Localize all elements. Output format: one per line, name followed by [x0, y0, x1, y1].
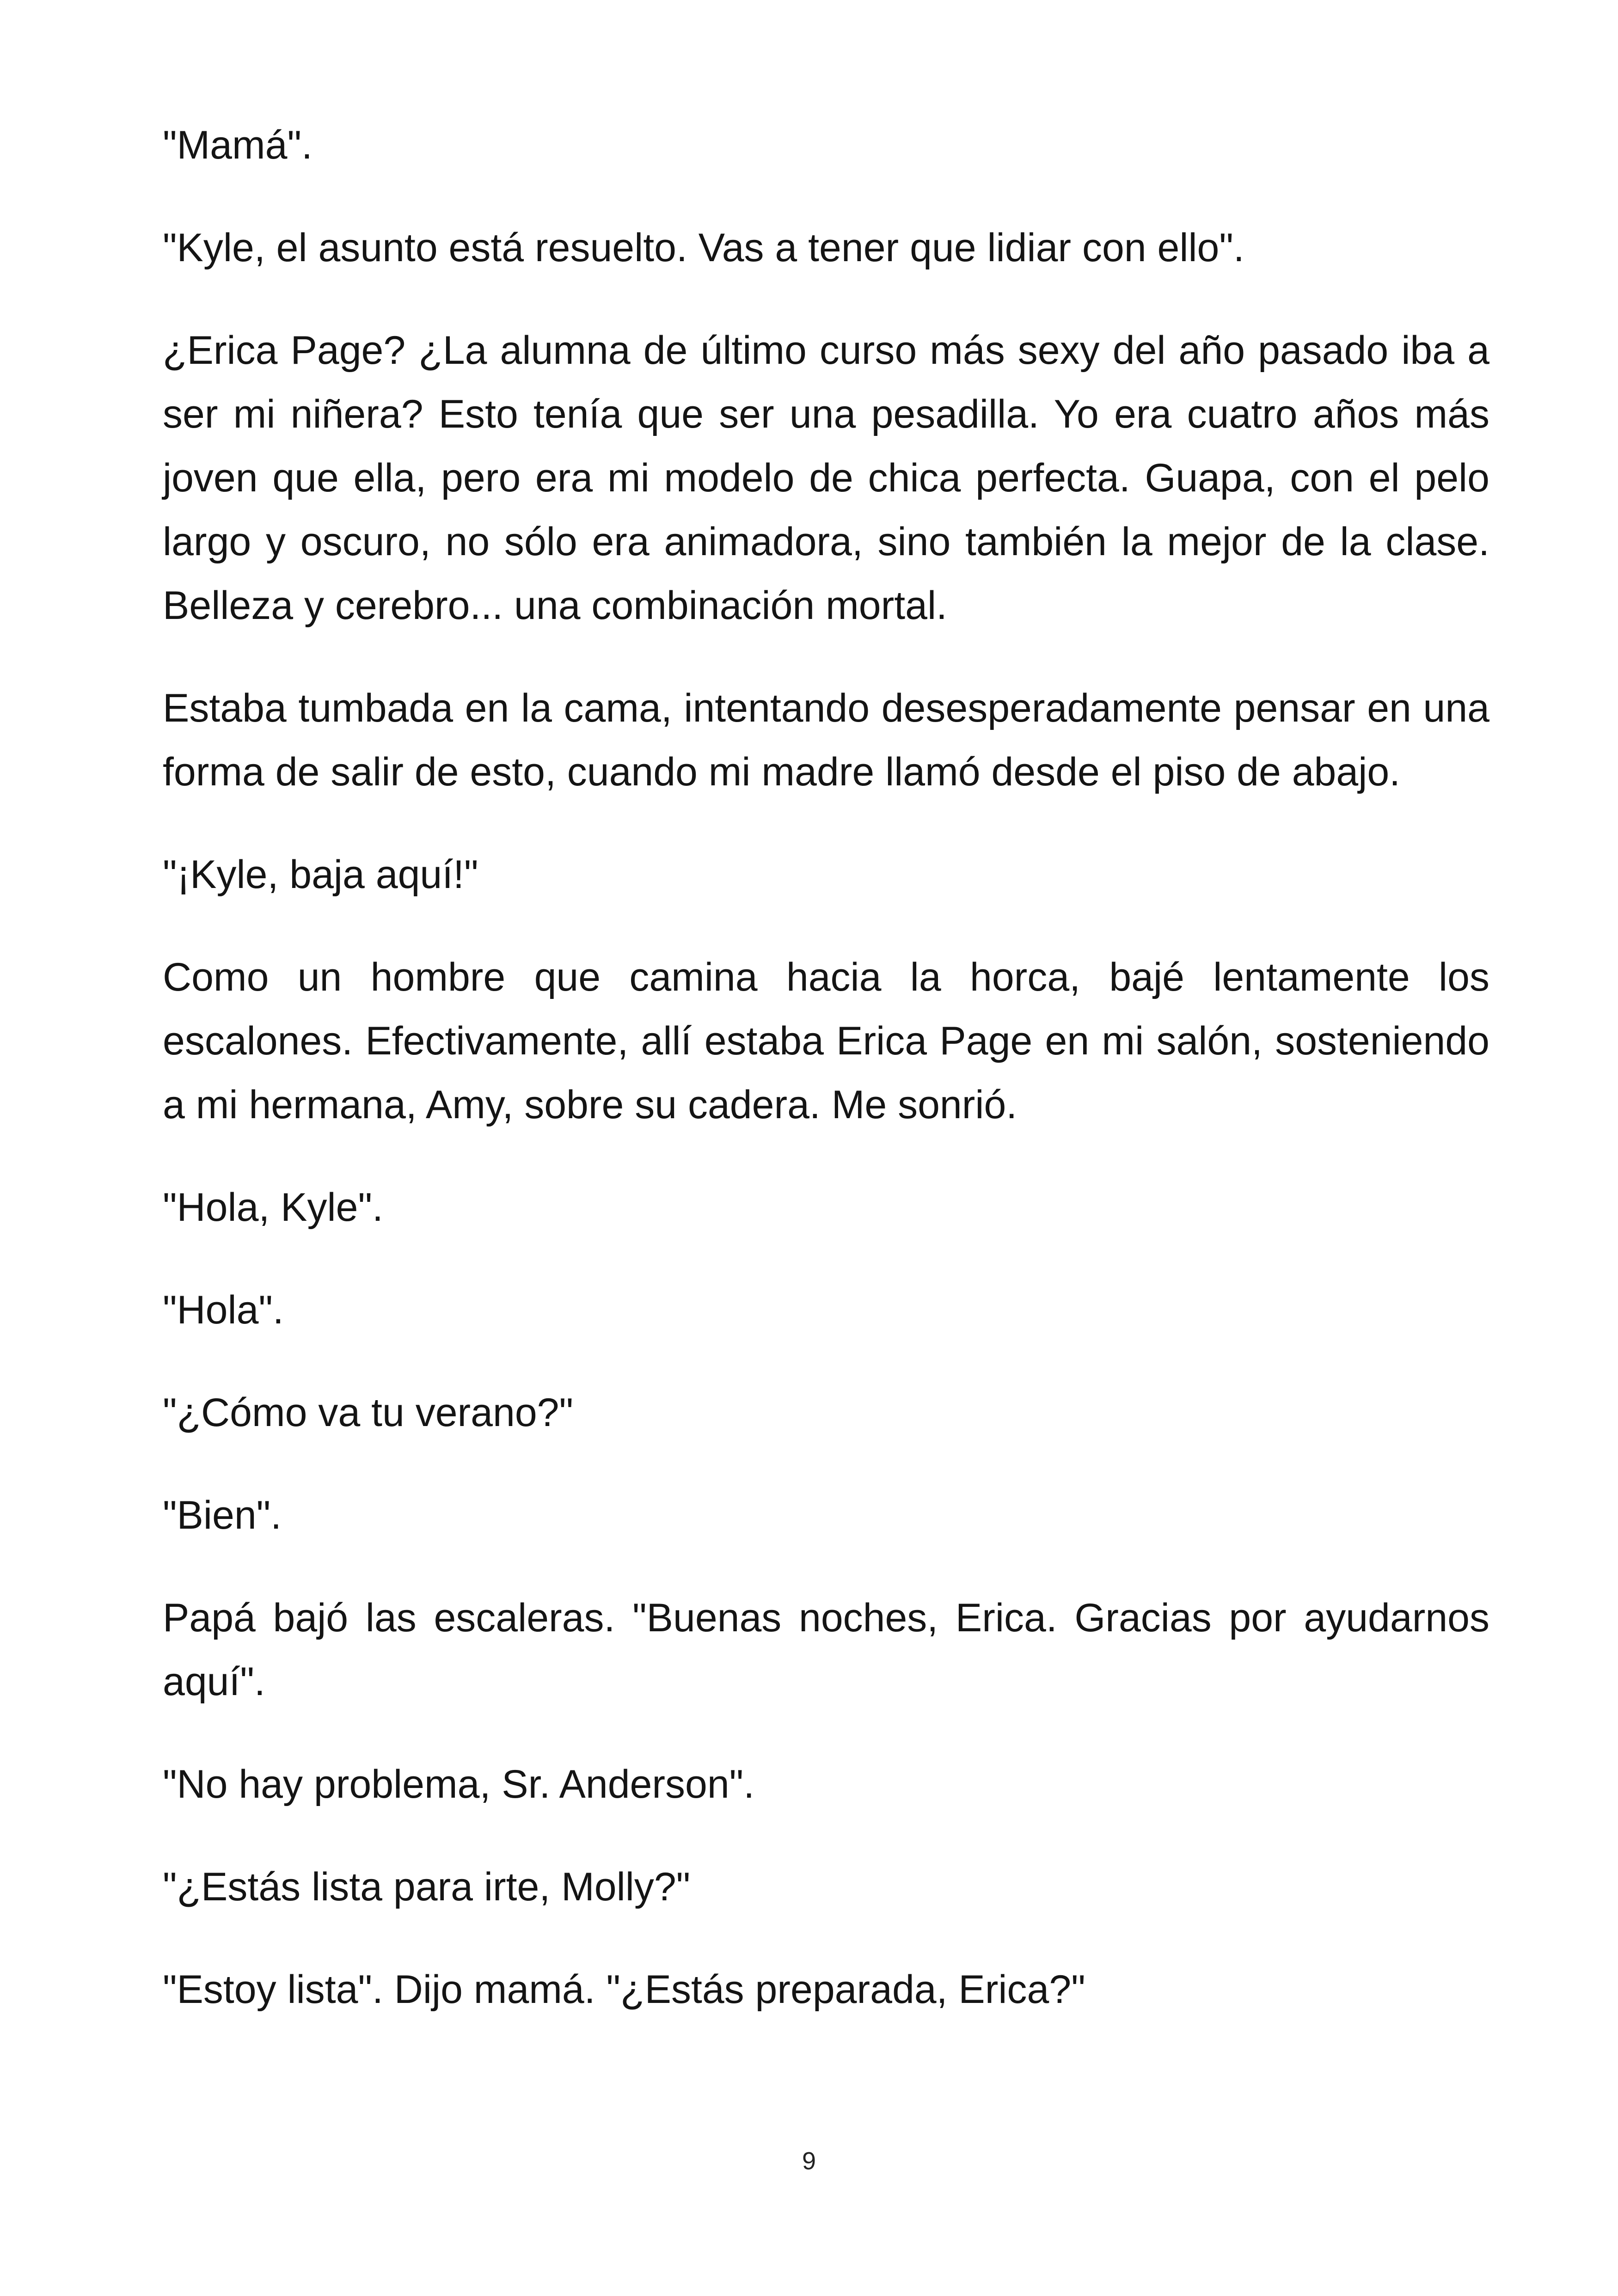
paragraph: "¿Cómo va tu verano?" — [163, 1390, 574, 1435]
text-body — [163, 113, 1489, 2060]
paragraph: Papá bajó las escaleras. "Buenas noches, Erica. Gracias por ayudarnos aquí". — [163, 1596, 1489, 1704]
paragraph: "Estoy lista". Dijo mamá. "¿Estás preparada, Erica?" — [163, 1967, 1085, 2012]
paragraph: "Hola, Kyle". — [163, 1185, 383, 1230]
paragraph: "Kyle, el asunto está resuelto. Vas a tener que lidiar con ello". — [163, 226, 1244, 270]
paragraph: Como un hombre que camina hacia la horca, bajé lentamente los escalones. Efectivamente, allí estaba Erica Page en mi salón, sosteniendo a mi hermana, Amy, sobre su cadera. Me sonrió. — [163, 955, 1489, 1127]
paragraph: "Mamá". — [163, 123, 313, 167]
paragraph: "Bien". — [163, 1493, 282, 1537]
page-number: 9 — [802, 2147, 816, 2175]
paragraph: ¿Erica Page? ¿La alumna de último curso más sexy del año pasado iba a ser mi niñera? Esto tenía que ser una pesadilla. Yo era cuatro años más joven que ella, pero era mi modelo de chica perfecta. Guapa, con el pelo largo y oscuro, no sólo era animadora, sino también la mejor de la clase. Belleza y cerebro... una combinación mortal. — [163, 328, 1489, 628]
paragraph: "No hay problema, Sr. Anderson". — [163, 1762, 755, 1806]
paragraph: "Hola". — [163, 1288, 284, 1332]
paragraph: Estaba tumbada en la cama, intentando desesperadamente pensar en una forma de salir de esto, cuando mi madre llamó desde el piso de abajo. — [163, 686, 1489, 794]
paragraph: "¿Estás lista para irte, Molly?" — [163, 1865, 691, 1909]
paragraph: "¡Kyle, baja aquí!" — [163, 852, 478, 897]
